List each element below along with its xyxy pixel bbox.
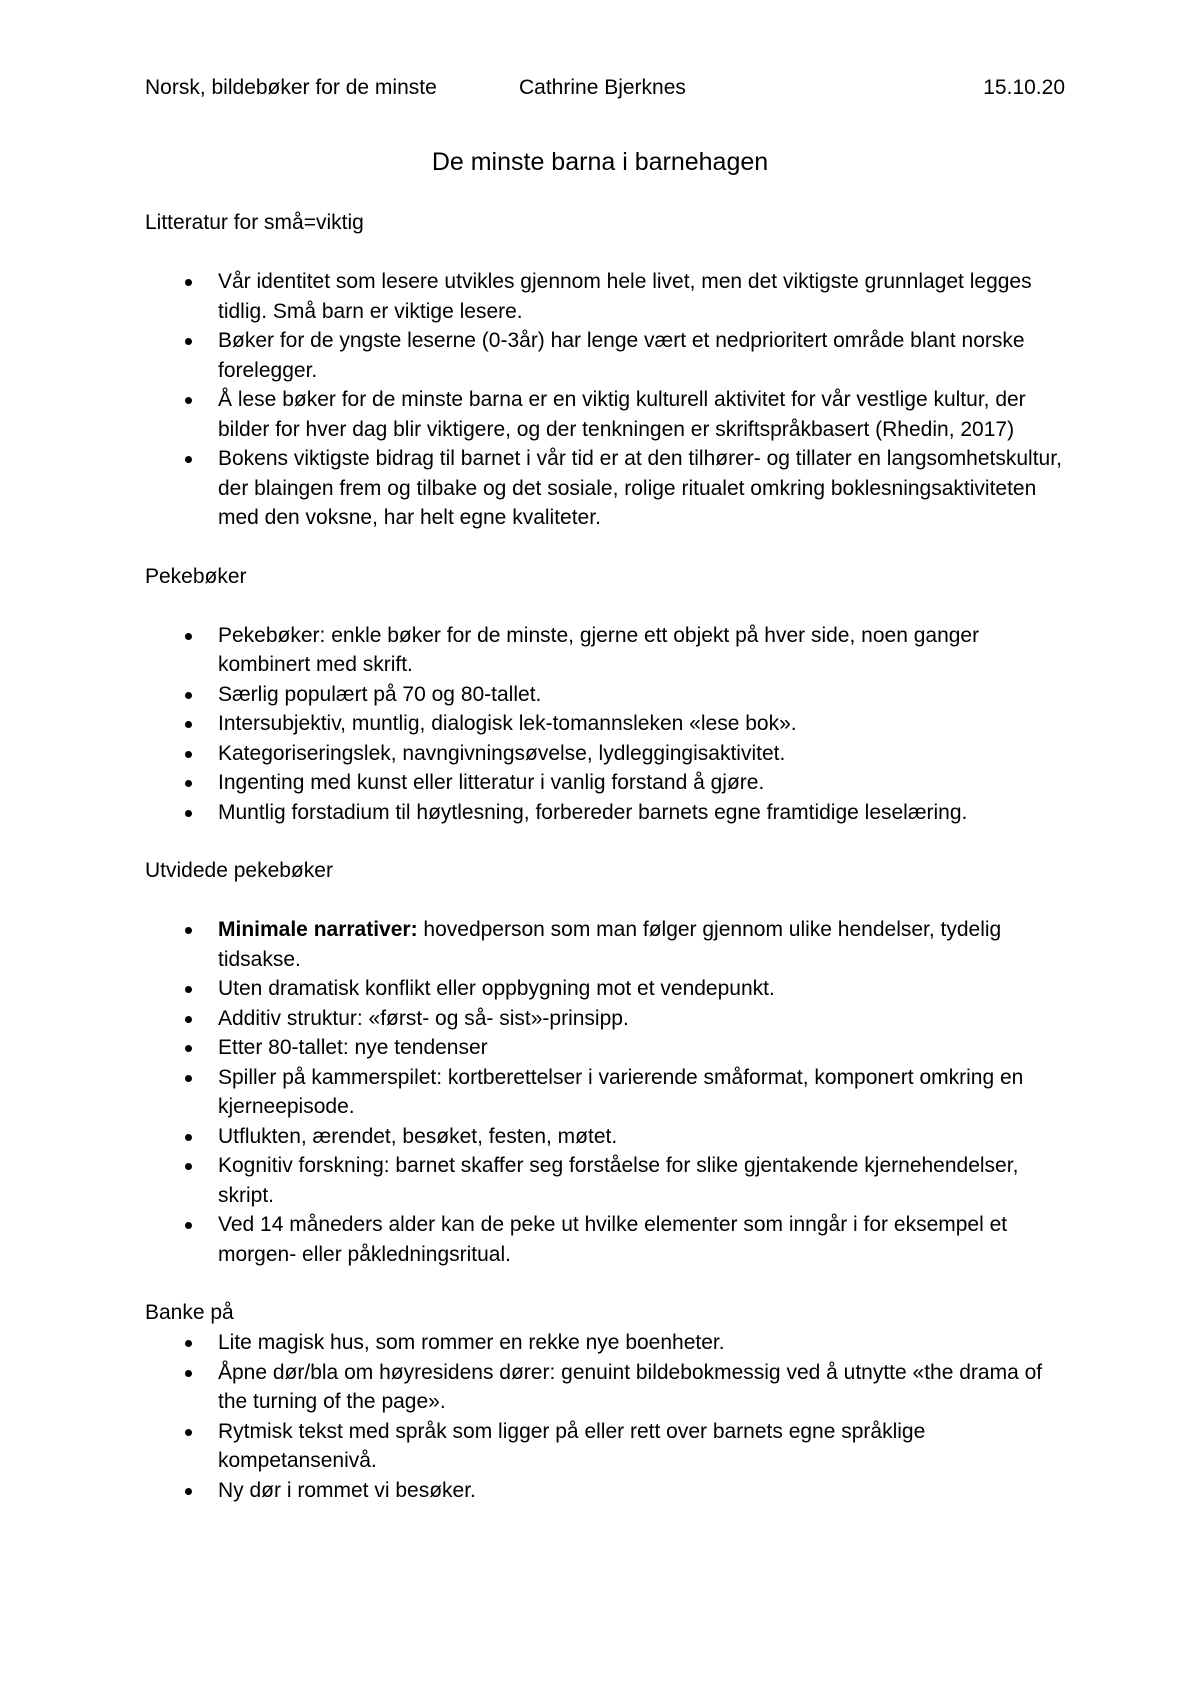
bullet-icon <box>185 692 192 699</box>
list-item: Åpne dør/bla om høyresidens dører: genuint bildebokmessig ved å utnytte «the drama of the turning of the page». <box>145 1358 1065 1417</box>
page-title: De minste barna i barnehagen <box>431 148 769 176</box>
bullet-icon <box>185 279 192 286</box>
list-item: Bokens viktigste bidrag til barnet i vår tid er at den tilhører- og tillater en langsomhetskultur, der blaingen frem og tilbake og det sosiale, rolige ritualet omkring boklesningsaktiviteten med den voksne, har helt egne kvaliteter. <box>145 444 1065 533</box>
bullet-icon <box>185 1045 192 1052</box>
list-item: Uten dramatisk konflikt eller oppbygning mot et vendepunkt. <box>145 974 1065 1004</box>
list-item: Kognitiv forskning: barnet skaffer seg forståelse for slike gjentakende kjernehendelser, skript. <box>145 1151 1065 1210</box>
list-item: Kategoriseringslek, navngivningsøvelse, lydleggingisaktivitet. <box>145 739 1065 769</box>
bullet-icon <box>185 1340 192 1347</box>
list-item: Særlig populært på 70 og 80-tallet. <box>145 680 1065 710</box>
bullet-list-banke-pa <box>145 1328 1065 1505</box>
bullet-icon <box>185 1222 192 1229</box>
list-item: Minimale narrativer: hovedperson som man følger gjennom ulike hendelser, tydelig tidsakse. <box>145 915 1065 974</box>
section-heading-banke-pa: Banke på <box>145 1301 234 1324</box>
list-item: Vår identitet som lesere utvikles gjennom hele livet, men det viktigste grunnlaget legges tidlig. Små barn er viktige lesere. <box>145 267 1065 326</box>
document-body <box>145 208 1065 1505</box>
section-heading-pekeboker: Pekebøker <box>145 564 247 588</box>
section-heading-utvidede: Utvidede pekebøker <box>145 859 333 882</box>
header-course: Norsk, bildebøker for de minste <box>145 76 437 99</box>
list-item: Spiller på kammerspilet: kortberettelser i varierende småformat, komponert omkring en kjerneepisode. <box>145 1063 1065 1122</box>
list-item: Additiv struktur: «først- og så- sist»-prinsipp. <box>145 1004 1065 1034</box>
bullet-icon <box>185 1134 192 1141</box>
list-item: Lite magisk hus, som rommer en rekke nye boenheter. <box>145 1328 1065 1358</box>
bullet-icon <box>185 397 192 404</box>
list-item: Etter 80-tallet: nye tendenser <box>145 1033 1065 1063</box>
bullet-icon <box>185 338 192 345</box>
bullet-icon <box>185 1016 192 1023</box>
bold-term: Minimale narrativer: <box>218 918 418 941</box>
list-item: Ny dør i rommet vi besøker. <box>145 1476 1065 1506</box>
page-header <box>145 73 1065 103</box>
bullet-icon <box>185 633 192 640</box>
bullet-icon <box>185 986 192 993</box>
bullet-icon <box>185 810 192 817</box>
section-heading-litteratur: Litteratur for små=viktig <box>145 211 364 234</box>
bullet-icon <box>185 1488 192 1495</box>
bullet-icon <box>185 1163 192 1170</box>
list-item: Rytmisk tekst med språk som ligger på eller rett over barnets egne språklige kompetansenivå. <box>145 1417 1065 1476</box>
bullet-icon <box>185 1075 192 1082</box>
bullet-icon <box>185 1429 192 1436</box>
list-item: Å lese bøker for de minste barna er en viktig kulturell aktivitet for vår vestlige kultur, der bilder for hver dag blir viktigere, og der tenkningen er skriftspråkbasert (Rhedin, 2017) <box>145 385 1065 444</box>
bullet-icon <box>185 1370 192 1377</box>
bullet-icon <box>185 751 192 758</box>
bullet-list-utvidede <box>145 915 1065 1269</box>
bullet-icon <box>185 780 192 787</box>
list-item: Utflukten, ærendet, besøket, festen, møtet. <box>145 1122 1065 1152</box>
list-item: Ingenting med kunst eller litteratur i vanlig forstand å gjøre. <box>145 768 1065 798</box>
list-item: Bøker for de yngste leserne (0-3år) har lenge vært et nedprioritert område blant norske forelegger. <box>145 326 1065 385</box>
header-author: Cathrine Bjerknes <box>519 76 686 99</box>
bullet-list-pekeboker <box>145 621 1065 828</box>
bullet-icon <box>185 456 192 463</box>
header-date: 15.10.20 <box>983 76 1065 99</box>
list-item: Pekebøker: enkle bøker for de minste, gjerne ett objekt på hver side, noen ganger kombinert med skrift. <box>145 621 1065 680</box>
bullet-icon <box>185 721 192 728</box>
list-item: Muntlig forstadium til høytlesning, forbereder barnets egne framtidige leselæring. <box>145 798 1065 828</box>
list-item: Intersubjektiv, muntlig, dialogisk lek-tomannsleken «lese bok». <box>145 709 1065 739</box>
bullet-list-litteratur <box>145 267 1065 533</box>
list-item: Ved 14 måneders alder kan de peke ut hvilke elementer som inngår i for eksempel et morgen- eller påkledningsritual. <box>145 1210 1065 1269</box>
bullet-icon <box>185 927 192 934</box>
